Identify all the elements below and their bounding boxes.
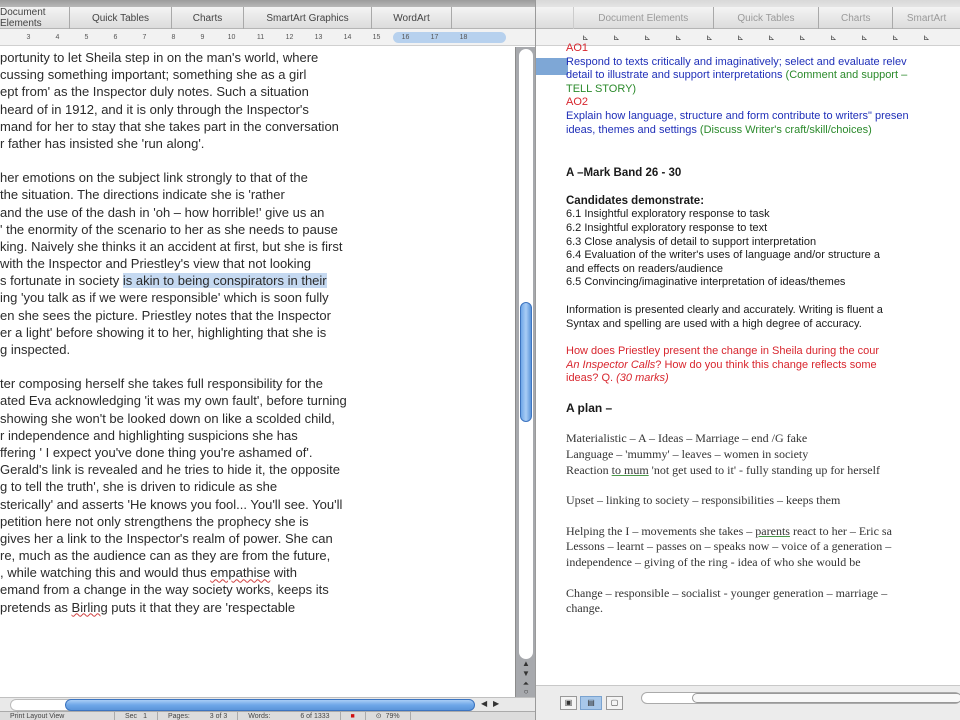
tab-quick-tables[interactable]: Quick Tables	[714, 7, 820, 29]
tab-smartart-graphics[interactable]: SmartArt Graphics	[244, 7, 372, 29]
spelling-status-icon[interactable]: ■	[341, 712, 366, 720]
plan-line: Materialistic – A – Ideas – Marriage – end /G fake	[566, 431, 808, 446]
plan-line	[566, 524, 960, 540]
print-layout-view-icon[interactable]: ▤	[580, 696, 602, 710]
words-value: 6 of 1333	[300, 713, 330, 720]
tab-stop-icon[interactable]: ⊾	[799, 32, 806, 42]
horizontal-scrollbar[interactable]	[641, 692, 960, 704]
menu-bar	[0, 0, 535, 7]
scroll-up-arrow-icon[interactable]: ▲	[522, 659, 530, 668]
text-fragment: Helping the I – movements she takes –	[566, 523, 756, 538]
essay-question	[566, 372, 960, 386]
spelling-error-word[interactable]: empathise	[210, 565, 271, 581]
gallery-left-edge	[536, 7, 574, 29]
pages-label: Pages:	[167, 713, 190, 720]
tab-stop-icon[interactable]: ⊾	[892, 32, 899, 42]
section-value: 1	[143, 713, 147, 720]
menu-bar	[536, 0, 960, 7]
plan-line: Language – 'mummy' – leaves – women in society	[566, 447, 809, 462]
mark-band-heading: A –Mark Band 26 - 30	[566, 167, 682, 180]
scroll-thumb[interactable]	[520, 302, 532, 422]
text-line: Explain how language, structure and form contribute to writers" presen	[566, 109, 909, 122]
view-mode-label[interactable]: Print Layout View	[0, 712, 115, 720]
text-line: cussing something important; something she as a girl	[0, 67, 307, 83]
spelling-error-word[interactable]: Birling	[71, 599, 108, 615]
criterion-item: 6.2 Insightful exploratory response to text	[566, 221, 768, 234]
selected-text[interactable]: is akin to being conspirators in their	[122, 273, 327, 289]
ruler-tick: 9	[200, 33, 205, 41]
text-line: ing 'you talk as if we were responsible' which is soon fully	[0, 290, 329, 306]
tab-stop-icon[interactable]: ⊾	[613, 32, 620, 42]
text-fragment: puts it that they are 'respectable	[107, 599, 296, 615]
criterion-item: 6.3 Close analysis of detail to support interpretation	[566, 235, 817, 248]
grammar-flagged-text[interactable]: parents	[755, 523, 790, 538]
plan-line	[566, 463, 960, 479]
tab-stop-icon[interactable]: ⊾	[830, 32, 837, 42]
ao2-heading: AO2	[566, 96, 589, 109]
words-indicator	[238, 712, 340, 720]
essay-question: How does Priestley present the change in Sheila during the cour	[566, 345, 880, 358]
ruler-tick: 11	[256, 33, 265, 41]
text-line: petition here not only strengthens the prophecy she is	[0, 513, 309, 529]
plan-line: Change – responsible – socialist - younger generation – marriage –	[566, 585, 888, 600]
ruler-tick: 13	[314, 33, 323, 41]
text-line: heard of in 1912, and it is only through the Inspector's	[0, 101, 309, 117]
scroll-thumb[interactable]	[65, 699, 475, 711]
pages-indicator	[158, 712, 238, 720]
right-document-window	[535, 0, 960, 720]
text-line: portunity to let Sheila step in on the man's world, where	[0, 50, 319, 65]
previous-page-icon[interactable]: ⏶	[522, 679, 530, 688]
horizontal-scrollbar[interactable]	[0, 697, 535, 711]
mark-scheme-document-body[interactable]	[566, 42, 960, 682]
tab-stop-icon[interactable]: ⊾	[768, 32, 775, 42]
tab-stop-icon[interactable]: ⊾	[582, 32, 589, 42]
teacher-note: (Discuss Writer's craft/skill/choices)	[699, 123, 872, 136]
text-fragment: with	[270, 565, 298, 581]
ruler-margin-marker[interactable]	[536, 58, 568, 75]
teacher-note: (Comment and support –	[785, 69, 908, 82]
tab-charts[interactable]: Charts	[819, 7, 893, 29]
text-line: king. Naively she thinks it an accident at first, but she is first	[0, 238, 343, 254]
tab-document-elements[interactable]: Document Elements	[0, 7, 70, 29]
candidates-heading: Candidates demonstrate:	[566, 194, 705, 207]
section-label: Sec	[125, 713, 138, 720]
text-fragment: s fortunate in society	[0, 273, 123, 289]
ruler-tick: 10	[227, 33, 236, 41]
marks-label: (30 marks)	[616, 372, 669, 385]
text-line: r father has insisted she 'run along'.	[0, 135, 205, 151]
view-controls-bar	[536, 685, 960, 720]
tab-charts[interactable]: Charts	[172, 7, 244, 29]
criterion-item: 6.1 Insightful exploratory response to task	[566, 208, 770, 221]
tab-stop-icon[interactable]: ⊾	[737, 32, 744, 42]
text-line: g to tell the truth', she is driven to ridicule as she	[0, 479, 278, 495]
text-line: re, much as the audience can as they are from the future,	[0, 548, 331, 564]
play-title: An Inspector Calls	[566, 358, 656, 371]
text-line: Information is presented clearly and accurately. Writing is fluent a	[566, 303, 883, 316]
zoom-value: 79%	[385, 713, 400, 720]
ao1-heading: AO1	[566, 42, 589, 54]
ruler-tick: 18	[459, 33, 468, 41]
zoom-icon: ⊙	[375, 713, 382, 720]
text-line: mand for her to stay that she takes part in the conversation	[0, 118, 339, 134]
pages-value: 3 of 3	[209, 713, 228, 720]
text-line: showing she won't be looked down on like a scolded child,	[0, 410, 335, 426]
text-line: her emotions on the subject link strongly to that of the	[0, 170, 308, 186]
text-line: er a light' before showing it to her, highlighting that she is	[0, 324, 327, 340]
notebook-view-icon[interactable]: ▢	[606, 696, 623, 710]
text-line: ated Eva acknowledging 'it was my own fault', before turning	[0, 393, 347, 409]
text-line: and the use of the dash in 'oh – how horrible!' give us an	[0, 204, 325, 220]
elements-gallery-tabs	[0, 7, 535, 29]
elements-gallery-tabs	[536, 7, 960, 29]
text-line: emand from a change in the way society works, keeps its	[0, 582, 329, 598]
text-line: the situation. The directions indicate she is 'rather	[0, 187, 285, 203]
status-bar	[0, 711, 535, 720]
text-line	[566, 124, 960, 138]
vertical-scrollbar[interactable]	[515, 47, 535, 697]
ruler-tick: 3	[26, 33, 31, 41]
text-line: with the Inspector and Priestley's view that not looking	[0, 256, 312, 272]
browse-object-icon[interactable]: ○	[523, 687, 529, 696]
text-line: r independence and highlighting suspicions she has	[0, 427, 298, 443]
tab-quick-tables[interactable]: Quick Tables	[70, 7, 172, 29]
text-line: ffering ' I expect you've done thing you're ashamed of'.	[0, 444, 313, 460]
ruler-tick: 17	[430, 33, 439, 41]
text-fragment: Reaction	[566, 462, 612, 477]
text-fragment: detail to illustrate and support interpretations	[566, 69, 786, 82]
ruler-tick: 16	[401, 33, 410, 41]
ruler-tick: 7	[142, 33, 147, 41]
grammar-flagged-text[interactable]: to mum	[611, 462, 649, 477]
text-fragment: pretends as	[0, 599, 72, 615]
tab-stop-icon[interactable]: ⊾	[644, 32, 651, 42]
plan-heading: A plan –	[566, 400, 613, 415]
text-line: ' the enormity of the scenario to her as she needs to pause	[0, 221, 338, 237]
criterion-item: and effects on readers/audience	[566, 262, 723, 275]
ruler-tick: 14	[343, 33, 352, 41]
text-line: sterically' and asserts 'He knows you fool... You'll see. You'll	[0, 496, 343, 512]
text-line: ept from' as the Inspector duly notes. Such a situation	[0, 84, 309, 100]
text-line: ter composing herself she takes full responsibility for the	[0, 376, 323, 392]
zoom-indicator[interactable]	[366, 712, 411, 720]
criterion-item: 6.4 Evaluation of the writer's uses of language and/or structure a	[566, 249, 880, 262]
text-line	[566, 69, 960, 83]
plan-line: Lessons – learnt – passes on – speaks now – voice of a generation –	[566, 539, 892, 554]
text-fragment: ideas? Q.	[566, 372, 617, 385]
text-fragment: ? How do you think this change reflects some	[655, 358, 877, 371]
text-fragment: ideas, themes and settings	[566, 123, 700, 136]
text-line	[0, 564, 515, 581]
scroll-left-arrow-icon[interactable]: ◀	[481, 699, 488, 708]
tab-stop-icon[interactable]: ⊾	[706, 32, 713, 42]
ruler-tick: 6	[113, 33, 118, 41]
text-line: Respond to texts critically and imaginatively; select and evaluate relev	[566, 55, 907, 68]
text-line	[0, 272, 515, 289]
criterion-item: 6.5 Convincing/imaginative interpretation of ideas/themes	[566, 276, 846, 289]
section-indicator	[115, 712, 158, 720]
tab-stop-icon[interactable]: ⊾	[923, 32, 930, 42]
text-line: g inspected.	[0, 342, 71, 357]
text-fragment: 'not get used to it' - fully standing up for herself	[648, 462, 880, 477]
teacher-note: TELL STORY)	[566, 82, 637, 95]
text-line: gives her a link to the Inspector's realm of power. She can	[0, 530, 333, 546]
scroll-thumb[interactable]	[692, 693, 960, 703]
draft-view-icon[interactable]: ▣	[560, 696, 577, 710]
text-line	[0, 599, 515, 616]
essay-document-body[interactable]	[0, 47, 515, 697]
plan-line: independence – giving of the ring - idea of who she would be	[566, 555, 861, 570]
tab-stop-icon[interactable]: ⊾	[861, 32, 868, 42]
text-line: en she sees the picture. Priestley notes that the Inspector	[0, 307, 331, 323]
essay-question	[566, 359, 960, 373]
ruler-tick: 15	[372, 33, 381, 41]
words-label: Words:	[248, 713, 271, 720]
ruler-tick: 4	[55, 33, 60, 41]
text-fragment: react to her – Eric sa	[789, 523, 892, 538]
text-line: Syntax and spelling are used with a high degree of accuracy.	[566, 317, 862, 330]
scroll-right-arrow-icon[interactable]: ▶	[493, 699, 500, 708]
horizontal-ruler[interactable]	[0, 29, 535, 46]
text-fragment: , while watching this and would thus	[0, 565, 211, 581]
plan-line: change.	[566, 601, 603, 616]
tab-smartart[interactable]: SmartArt	[906, 12, 947, 24]
ruler-tick: 8	[171, 33, 176, 41]
tab-document-elements[interactable]: Document Elements	[574, 7, 714, 29]
ruler-tick: 12	[285, 33, 294, 41]
text-line: Gerald's link is revealed and he tries to hide it, the opposite	[0, 462, 340, 478]
tab-wordart[interactable]: WordArt	[372, 7, 452, 29]
ruler-tick: 5	[84, 33, 89, 41]
plan-line: Upset – linking to society – responsibilities – keeps them	[566, 493, 841, 508]
scroll-down-arrow-icon[interactable]: ▼	[522, 669, 530, 678]
tab-stop-icon[interactable]: ⊾	[675, 32, 682, 42]
